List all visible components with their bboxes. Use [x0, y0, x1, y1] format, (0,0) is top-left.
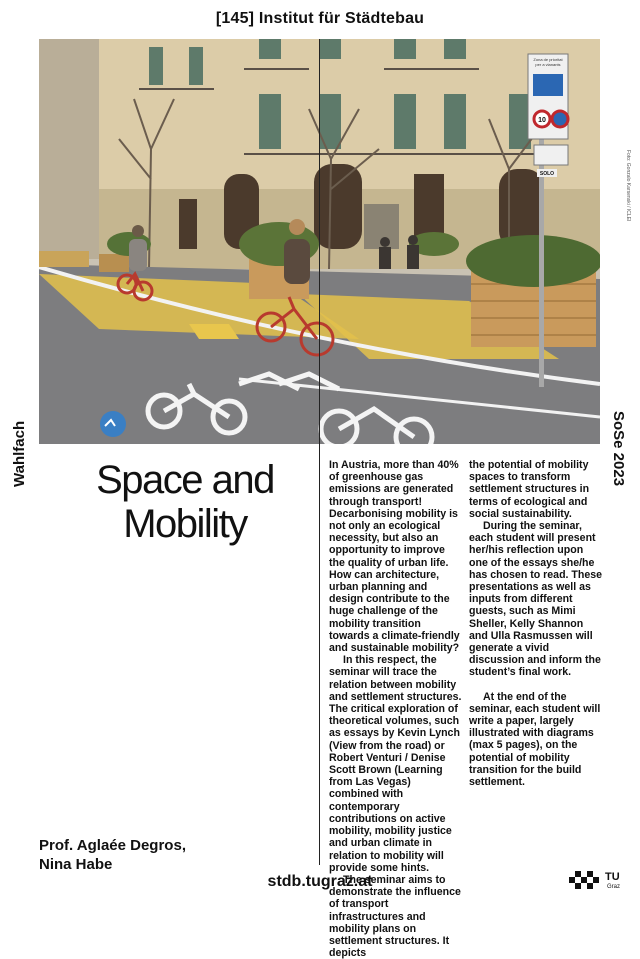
- sign-text-line1: Zona de prioritat: [533, 57, 563, 62]
- website-link[interactable]: stdb.tugraz.at: [267, 873, 373, 890]
- author-line-1: Prof. Aglaée Degros,: [39, 837, 186, 854]
- institute-header: [145] Institut für Städtebau: [215, 10, 425, 27]
- paragraph: At the end of the seminar, each student will write a paper, largely illustrated with diagrams (max 5 pages), on the potential of mobility transition for the build settlement.: [469, 690, 601, 789]
- logo-subtext: Graz: [607, 884, 621, 890]
- title-line-2: Mobility: [123, 502, 247, 546]
- semester-label: SoSe 2023: [610, 411, 627, 487]
- author-line-2: Nina Habe: [39, 856, 113, 873]
- tu-graz-logo: [569, 871, 605, 896]
- vertical-divider: [319, 39, 320, 865]
- paragraph: In this respect, the seminar will trace the relation between mobility and settlement structures. The critical exploration of theoretical volumes, such as essays by Kevin Lynch (View from the road) or Robert Venturi / Denise Scott Brown (Learning from Las Vegas) combined with contemporary contributions on active mobility, mobility justice and urban climate in relation to mobility will provide some hints.: [329, 654, 462, 874]
- authors: [39, 836, 186, 874]
- logo-text: TU: [605, 871, 620, 883]
- photo-credit: Foto: Gonzalo Karsenski / ICLEI: [625, 150, 631, 222]
- sign-small-text: SOLO: [539, 171, 555, 177]
- paragraph: In Austria, more than 40% of greenhouse gas emissions are generated through transport! Decarbonising mobility is not only an ecological necessity, but also an opportunity to improve the quality of urban life. How can architecture, urban planning and design contribute to the huge challenge of the mobility transition towards a climate-friendly and sustainable mobility?: [329, 459, 460, 655]
- speed-limit-text: 10: [538, 117, 546, 124]
- paragraph: The seminar aims to demonstrate the influence of transport infrastructures and mobility plans on settlement structures. It depicts: [329, 873, 461, 959]
- paragraph: the potential of mobility spaces to transform settlement structures in terms of ecological and social sustainability.: [469, 459, 590, 520]
- title-line-1: Space and: [96, 458, 274, 502]
- sign-text-line2: per a vianants: [535, 62, 561, 67]
- poster-title: [70, 458, 300, 546]
- text-column-2: [469, 459, 603, 788]
- paragraph: During the seminar, each student will present her/his reflection upon one of the essays she/he has chosen to read. These presentations as well as inputs from different guests, such as Mimi Sheller, Kelly Shannon and Ulla Rasmussen will generate a vivid discussion and inform the student’s final work.: [469, 520, 603, 679]
- course-type-label: Wahlfach: [11, 420, 28, 487]
